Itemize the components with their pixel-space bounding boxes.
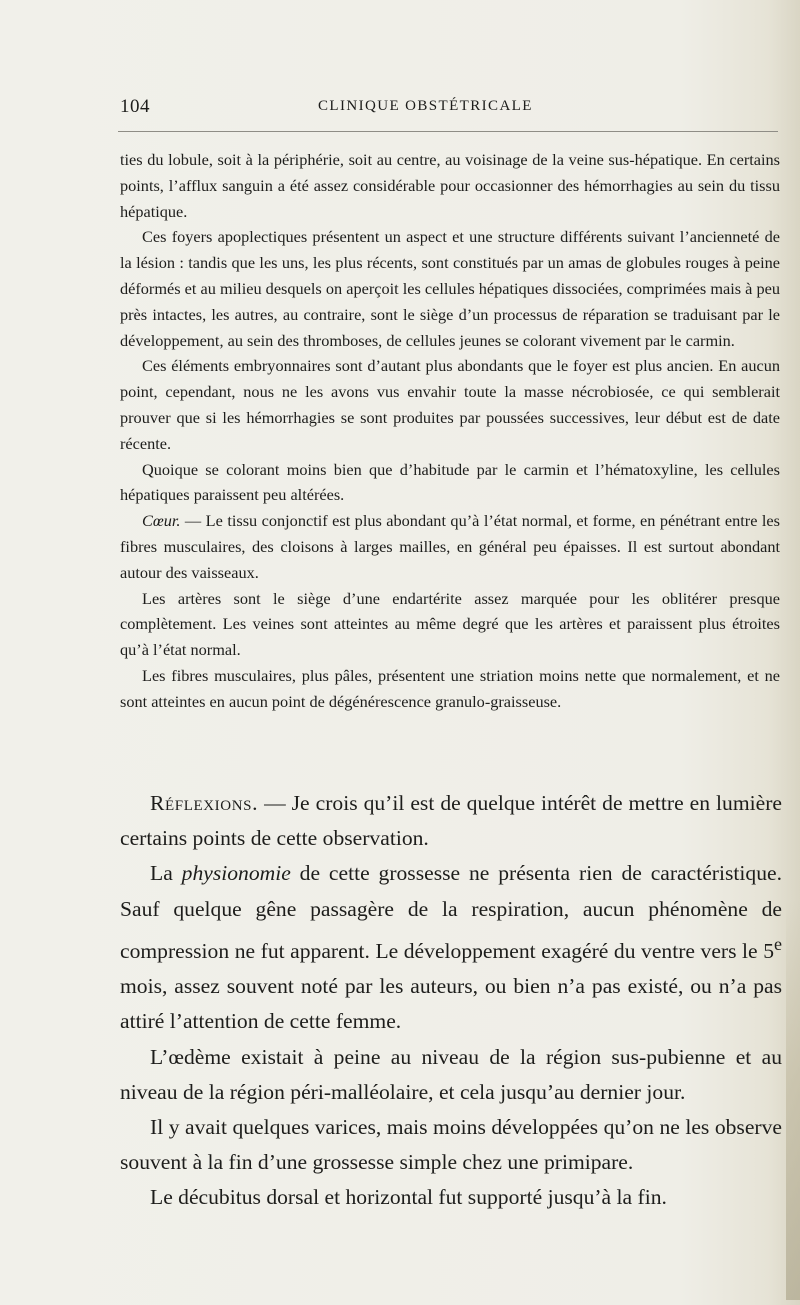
paragraph-reflexions bbox=[120, 786, 782, 856]
physionomie-text: de cette grossesse ne présenta rien de caractéristique. Sauf quelque gêne passagère de la respiration, aucun phénomène de compression ne fut apparent. Le développement exagéré du ventre vers le 5 bbox=[120, 861, 782, 963]
paragraph-varices: Il y avait quelques varices, mais moins développées qu’on ne les observe souvent à la fin d’une grossesse simple chez une primipare. bbox=[120, 1115, 782, 1175]
reflexions-text: — Je crois qu’il est de quelque intérêt de mettre en lumière certains points de cette observation. bbox=[120, 791, 782, 851]
reflexions-heading: Réflexions. bbox=[150, 791, 259, 815]
header-rule bbox=[118, 131, 778, 132]
paragraph-elements: Ces éléments embryonnaires sont d’autant plus abondants que le foyer est plus ancien. En aucun point, cependant, nous ne les avons vus envahir toute la masse nécrobiosée, ce qui semblerait prouver que si les hémorrhagies se sont produites par poussées successives, leur début est de date récente. bbox=[120, 356, 780, 453]
paragraph-oedeme: L’œdème existait à peine au niveau de la région sus-pubienne et au niveau de la région péri-malléolaire, et cela jusqu’au dernier jour. bbox=[120, 1044, 782, 1104]
paragraph-arteres: Les artères sont le siège d’une endartérite assez marquée pour les oblitérer presque complètement. Les veines sont atteintes au même degré que les artères et paraissent plus étroites qu’à l’état normal. bbox=[120, 588, 780, 660]
physionomie-italic: physionomie bbox=[181, 861, 291, 886]
physionomie-text-after: mois, assez souvent noté par les auteurs, ou bien n’a pas existé, ou n’a pas attiré l’attention de cette femme. bbox=[120, 974, 782, 1034]
running-title: CLINIQUE OBSTÉTRICALE bbox=[318, 98, 533, 114]
coeur-label: Cœur. bbox=[142, 511, 181, 531]
physionomie-prefix: La bbox=[150, 861, 182, 886]
large-print-section bbox=[120, 786, 782, 1216]
running-head bbox=[120, 96, 776, 124]
paragraph-lobule: ties du lobule, soit à la périphérie, soit au centre, au voisinage de la veine sus-hépatique. En certains points, l’afflux sanguin a été assez considérable pour occasionner des hémorrhagies au sein du tissu hépatique. bbox=[120, 150, 780, 221]
paragraph-foyers: Ces foyers apoplectiques présentent un aspect et une structure différents suivant l’ancienneté de la lésion : tandis que les uns, les plus récents, sont constitués par un amas de globules rouges à peine déformés et au milieu desquels on aperçoit les cellules hépatiques dissociées, comprimées mais à peu près intactes, les autres, au contraire, sont le siège d’un processus de réparation se traduisant par le développement, au sein des thromboses, de cellules jeunes se colorant vivement par le carmin. bbox=[120, 227, 780, 350]
page-edge-stain bbox=[786, 900, 800, 1300]
small-print-section bbox=[120, 147, 780, 715]
paragraph-physionomie bbox=[120, 856, 782, 1039]
physionomie-superscript: e bbox=[774, 933, 782, 954]
paragraph-decubitus: Le décubitus dorsal et horizontal fut supporté jusqu’à la fin. bbox=[150, 1185, 667, 1210]
paragraph-coeur bbox=[120, 508, 780, 585]
page-number: 104 bbox=[120, 96, 150, 117]
paragraph-quoique: Quoique se colorant moins bien que d’habitude par le carmin et l’hématoxyline, les cellules hépatiques paraissent peu altérées. bbox=[120, 459, 780, 505]
coeur-text: — Le tissu conjonctif est plus abondant qu’à l’état normal, et forme, en pénétrant entre les fibres musculaires, des cloisons à larges mailles, en général peu épaisses. Il est surtout abondant autour des vaisseaux. bbox=[120, 511, 780, 582]
paragraph-fibres: Les fibres musculaires, plus pâles, présentent une striation moins nette que normalement, et ne sont atteintes en aucun point de dégénérescence granulo-graisseuse. bbox=[120, 665, 780, 711]
